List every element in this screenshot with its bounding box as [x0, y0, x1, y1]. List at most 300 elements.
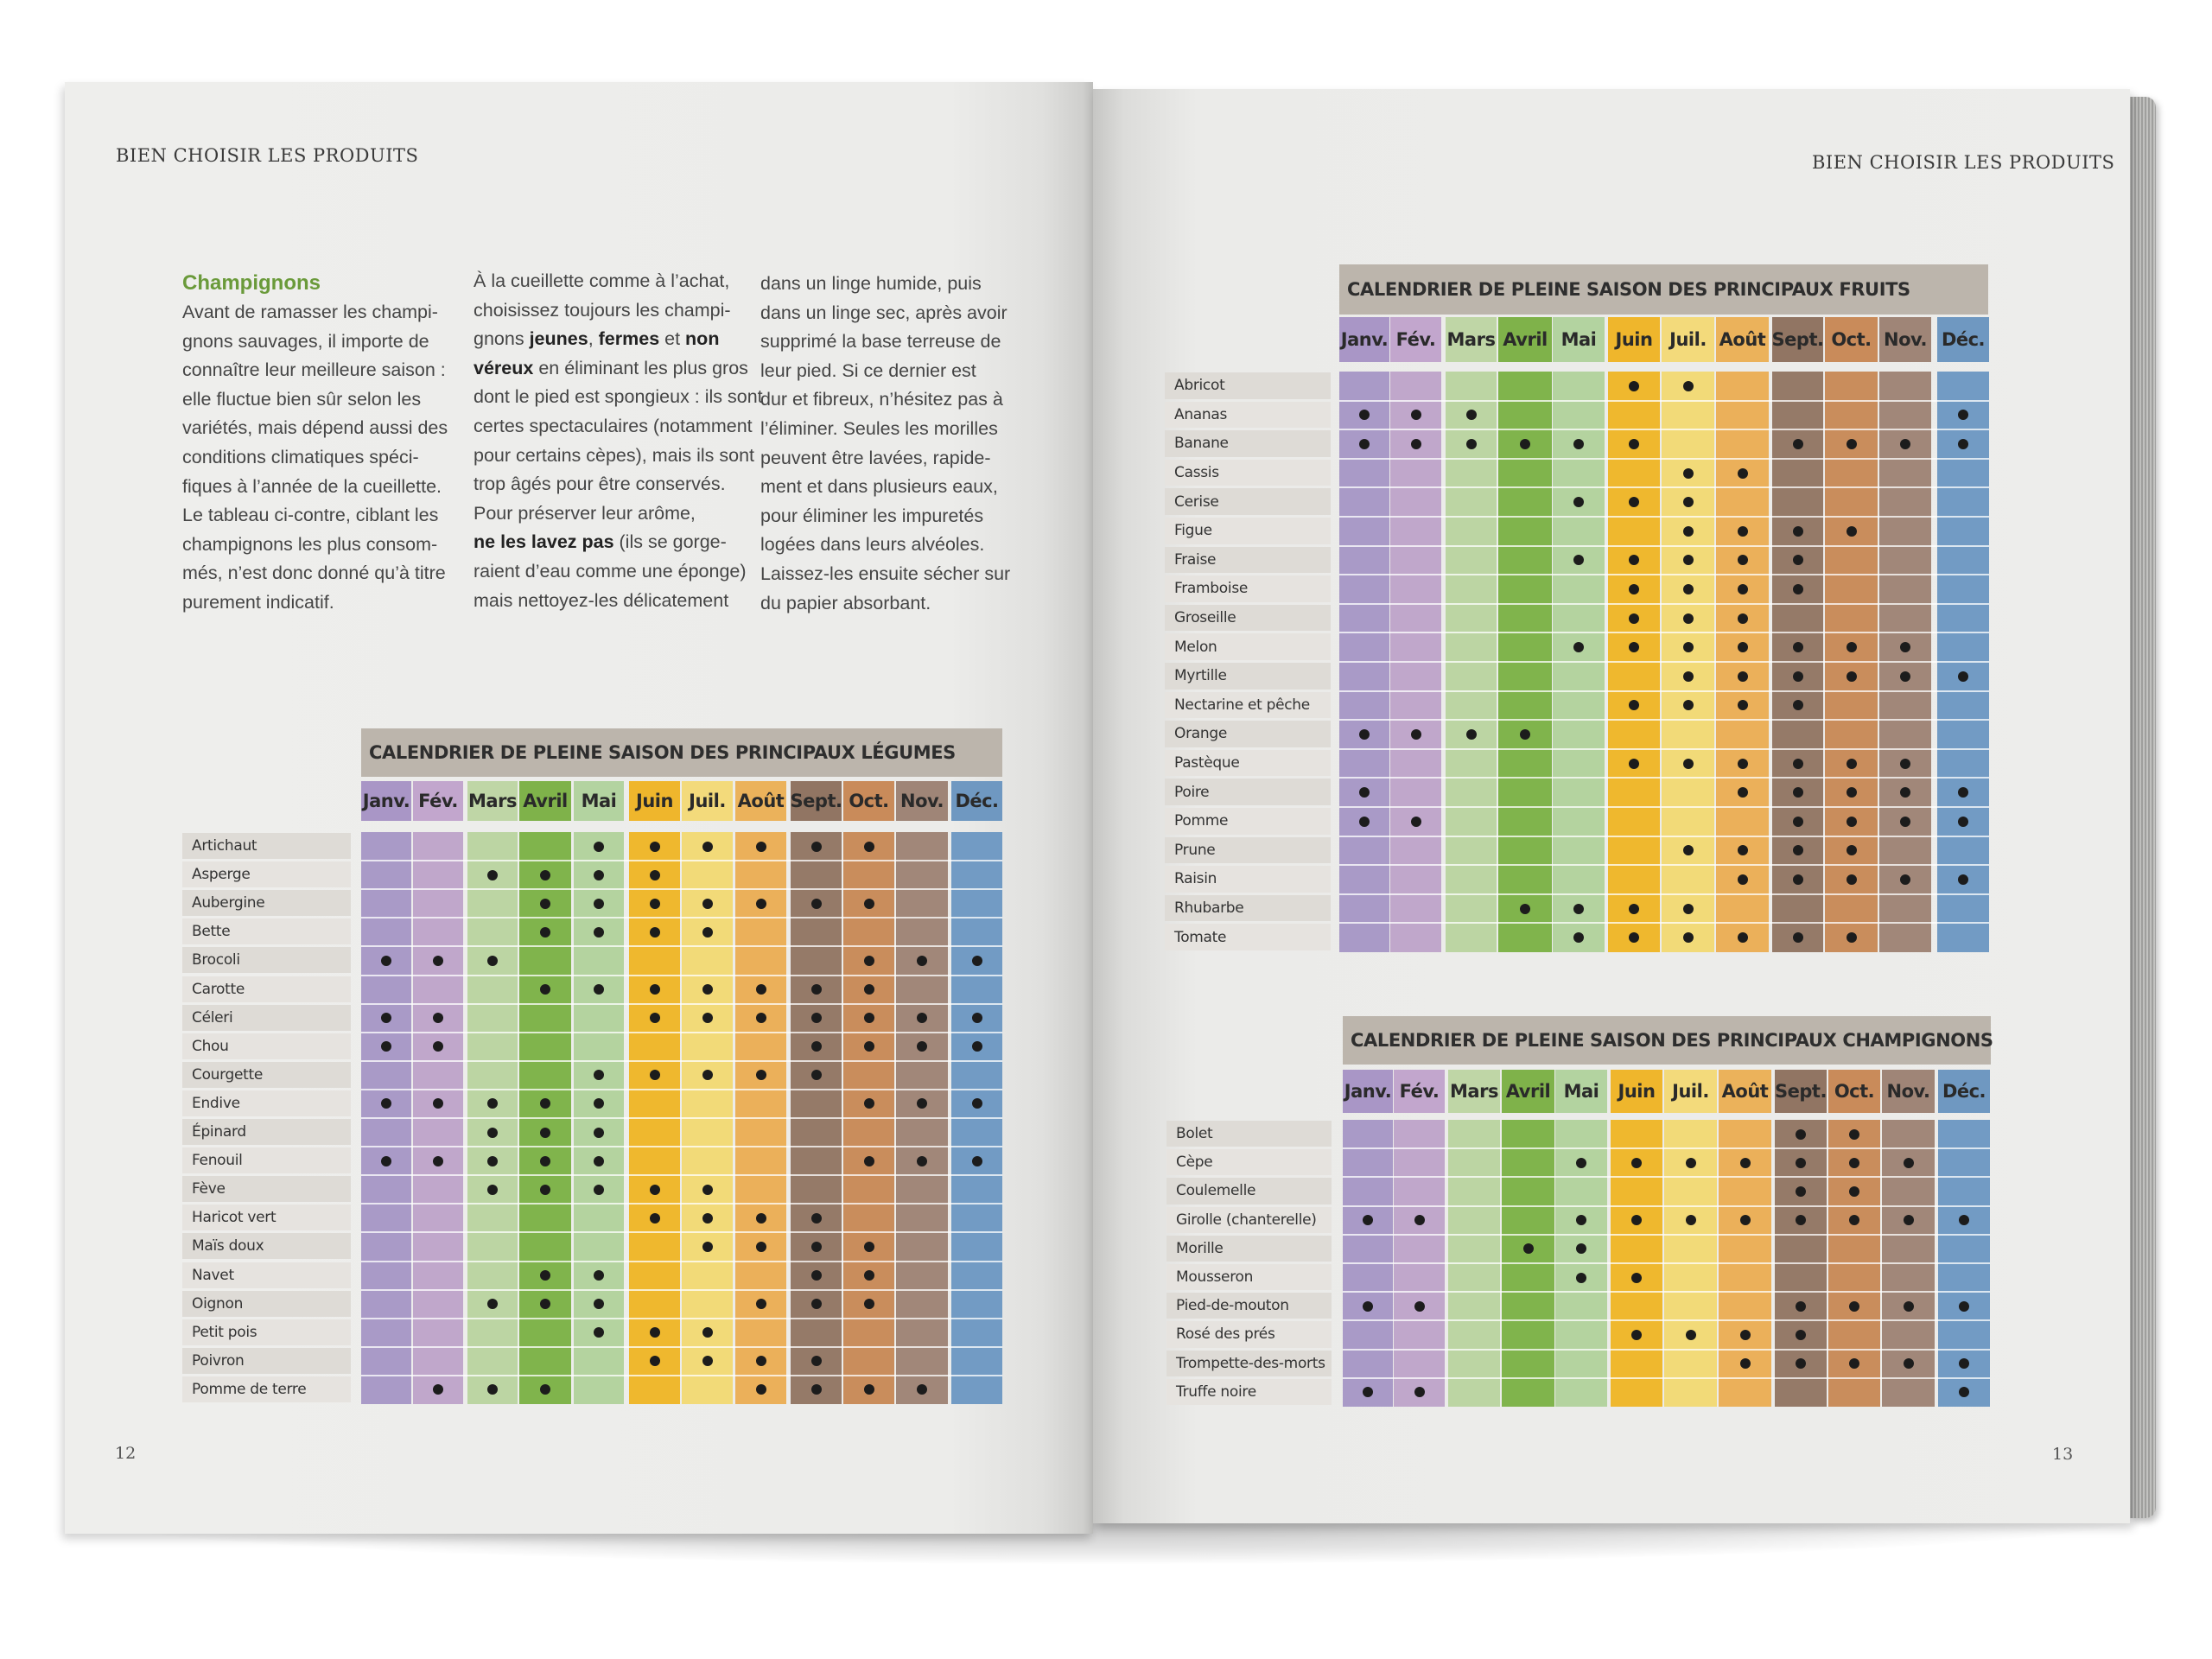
season-dot	[1793, 439, 1803, 449]
season-dot	[1686, 1330, 1696, 1340]
season-dot	[702, 927, 713, 938]
season-dot	[1466, 729, 1477, 740]
season-dot	[1793, 817, 1803, 827]
season-dot	[1629, 584, 1639, 594]
season-dot	[1796, 1129, 1806, 1140]
month-header-8: Août	[735, 781, 786, 821]
season-dot	[650, 1327, 660, 1338]
body-text-line: l’éliminer. Seules les morilles	[760, 417, 998, 439]
season-dot	[1466, 410, 1477, 420]
row-divider	[1343, 1205, 1990, 1207]
season-dot	[1958, 439, 1968, 449]
season-dot	[1793, 874, 1803, 885]
row-divider	[1339, 748, 1989, 750]
season-dot	[811, 1356, 822, 1366]
season-dot	[594, 927, 604, 938]
season-dot	[1738, 700, 1748, 710]
body-text-line: ment et dans plusieurs eaux,	[760, 476, 998, 498]
row-divider	[1339, 922, 1989, 924]
row-divider	[361, 1231, 1002, 1233]
row-divider	[361, 1375, 1002, 1376]
season-dot	[540, 899, 550, 909]
season-dot	[1793, 642, 1803, 652]
season-dot	[702, 1013, 713, 1023]
body-text-line: purement indicatif.	[182, 591, 334, 613]
row-divider	[1343, 1147, 1990, 1149]
season-dot	[1738, 642, 1748, 652]
season-dot	[650, 927, 660, 938]
row-label: Cèpe	[1166, 1149, 1332, 1175]
season-dot	[917, 1156, 927, 1166]
season-dot	[1793, 845, 1803, 855]
season-dot	[594, 842, 604, 852]
month-header-11: Nov.	[896, 781, 948, 821]
row-label: Rhubarbe	[1165, 895, 1331, 922]
season-dot	[1900, 817, 1910, 827]
row-divider	[1339, 400, 1989, 402]
season-dot	[702, 1327, 713, 1338]
season-dot	[1796, 1158, 1806, 1168]
body-text-line: dans un linge sec, après avoir	[760, 302, 1007, 323]
season-dot	[1738, 874, 1748, 885]
month-header-11: Nov.	[1882, 1070, 1935, 1113]
season-dot	[1904, 1358, 1914, 1369]
season-dot	[1904, 1301, 1914, 1312]
month-header-7: Juil.	[1664, 1070, 1717, 1113]
season-dot	[1847, 526, 1857, 537]
season-dot	[1359, 439, 1370, 449]
row-divider	[1343, 1234, 1990, 1236]
row-divider	[361, 1203, 1002, 1205]
season-dot	[1631, 1158, 1642, 1168]
month-header-12: Déc.	[951, 781, 1002, 821]
season-dot	[1793, 787, 1803, 798]
row-divider	[1339, 836, 1989, 837]
body-text-line: gnons sauvages, il importe de	[182, 330, 429, 352]
row-label: Endive	[182, 1090, 351, 1116]
season-dot	[1847, 671, 1857, 682]
text-column-3	[760, 270, 1014, 618]
season-dot	[756, 1213, 766, 1224]
row-label: Banane	[1165, 430, 1331, 457]
section-heading: Champignons	[182, 271, 321, 295]
season-dot	[1629, 613, 1639, 624]
season-dot	[1900, 671, 1910, 682]
body-text-line: leur pied. Si ce dernier est	[760, 359, 976, 381]
row-label: Épinard	[182, 1119, 351, 1145]
row-divider	[361, 1060, 1002, 1062]
season-dot	[540, 984, 550, 995]
row-label: Chou	[182, 1033, 351, 1059]
season-dot	[1900, 439, 1910, 449]
season-dot	[1740, 1215, 1751, 1225]
body-text-line: supprimé la base terreuse de	[760, 331, 1001, 353]
season-dot	[972, 1013, 982, 1023]
season-dot	[756, 899, 766, 909]
season-dot	[1738, 526, 1748, 537]
season-dot	[702, 1356, 713, 1366]
row-label: Pied-de-mouton	[1166, 1293, 1332, 1319]
month-header-4: Avril	[519, 781, 571, 821]
season-dot	[702, 899, 713, 909]
season-dot	[1411, 729, 1421, 740]
month-header-11: Nov.	[1879, 317, 1931, 362]
season-dot	[1847, 439, 1857, 449]
season-dot	[1629, 904, 1639, 914]
row-label: Melon	[1165, 633, 1331, 660]
month-header-12: Déc.	[1937, 317, 1989, 362]
season-dot	[1629, 381, 1639, 391]
row-label: Tomate	[1165, 924, 1331, 950]
row-divider	[1339, 806, 1989, 808]
season-dot	[972, 956, 982, 966]
month-header-3: Mars	[1448, 1070, 1500, 1113]
season-dot	[1796, 1330, 1806, 1340]
season-dot	[650, 1013, 660, 1023]
row-label: Truffe noire	[1166, 1379, 1332, 1405]
row-label: Fraise	[1165, 547, 1331, 574]
body-text-line: fiques à l’année de la cueillette.	[182, 475, 442, 497]
season-dot	[972, 1156, 982, 1166]
season-dot	[1738, 613, 1748, 624]
season-dot	[1683, 613, 1694, 624]
body-text-line: champignons les plus consom-	[182, 533, 438, 555]
season-dot	[1683, 700, 1694, 710]
row-label: Mousseron	[1166, 1264, 1332, 1290]
season-dot	[1414, 1301, 1425, 1312]
season-dot	[1683, 759, 1694, 769]
season-dot	[1738, 845, 1748, 855]
season-dot	[811, 1299, 822, 1309]
calendar-title-legumes: CALENDRIER DE PLEINE SAISON DES PRINCIPAUX LÉGUMES	[361, 728, 1002, 777]
season-dot	[811, 1070, 822, 1080]
row-divider	[361, 1032, 1002, 1033]
row-label: Carotte	[182, 976, 351, 1002]
season-dot	[1849, 1186, 1859, 1197]
row-divider	[1339, 516, 1989, 518]
row-label: Poivron	[182, 1348, 351, 1374]
season-dot	[540, 1270, 550, 1281]
month-header-6: Juin	[629, 781, 680, 821]
season-dot	[540, 1128, 550, 1138]
row-divider	[361, 945, 1002, 947]
body-text-line: peuvent être lavées, rapide-	[760, 447, 991, 468]
month-header-5: Mai	[1555, 1070, 1607, 1113]
season-dot	[1414, 1387, 1425, 1397]
season-dot	[1796, 1301, 1806, 1312]
row-label: Coulemelle	[1166, 1178, 1332, 1204]
row-divider	[361, 888, 1002, 890]
season-dot	[1738, 468, 1748, 479]
season-dot	[811, 1213, 822, 1224]
row-divider	[361, 1261, 1002, 1262]
body-text-line: pour certains cèpes), mais ils sont	[474, 444, 755, 466]
row-label: Abricot	[1165, 372, 1331, 399]
row-divider	[1343, 1377, 1990, 1379]
month-header-1: Janv.	[361, 781, 411, 821]
season-dot	[702, 1185, 713, 1195]
season-dot	[864, 1041, 874, 1052]
season-dot	[1793, 526, 1803, 537]
month-header-7: Juil.	[1662, 317, 1714, 362]
row-label: Bolet	[1166, 1121, 1332, 1147]
row-divider	[361, 1289, 1002, 1291]
season-dot	[1466, 439, 1477, 449]
season-dot	[1683, 642, 1694, 652]
season-dot	[1683, 468, 1694, 479]
row-divider	[361, 860, 1002, 861]
season-dot	[594, 1270, 604, 1281]
season-dot	[433, 956, 443, 966]
season-dot	[1683, 381, 1694, 391]
row-divider	[1339, 661, 1989, 663]
season-dot	[1847, 787, 1857, 798]
season-dot	[1793, 932, 1803, 943]
season-dot	[864, 1384, 874, 1395]
season-dot	[1631, 1330, 1642, 1340]
body-text-line: Laissez-les ensuite sécher sur	[760, 563, 1011, 584]
row-divider	[1339, 690, 1989, 692]
season-dot	[1849, 1158, 1859, 1168]
row-label: Petit pois	[182, 1319, 351, 1345]
season-dot	[650, 1356, 660, 1366]
row-divider	[361, 1003, 1002, 1005]
season-dot	[650, 899, 660, 909]
season-dot	[1793, 759, 1803, 769]
season-dot	[1523, 1243, 1534, 1254]
body-text-line: véreux en éliminant les plus gros	[474, 357, 748, 378]
month-header-4: Avril	[1498, 317, 1552, 362]
row-divider	[1339, 777, 1989, 779]
row-label: Asperge	[182, 861, 351, 887]
row-label: Maïs doux	[182, 1233, 351, 1259]
row-divider	[1339, 632, 1989, 633]
month-header-1: Janv.	[1343, 1070, 1393, 1113]
season-dot	[864, 899, 874, 909]
season-dot	[864, 1299, 874, 1309]
row-divider	[361, 917, 1002, 918]
season-dot	[1738, 555, 1748, 565]
body-text-line: més, n’est donc donné qu’à titre	[182, 563, 446, 584]
body-text-line: choisissez toujours les champi-	[474, 299, 731, 321]
season-dot	[1414, 1215, 1425, 1225]
row-divider	[1339, 603, 1989, 605]
season-dot	[864, 1242, 874, 1252]
season-dot	[1900, 759, 1910, 769]
season-dot	[1359, 817, 1370, 827]
season-dot	[702, 1242, 713, 1252]
body-text-line: gnons jeunes, fermes et non	[474, 328, 720, 350]
body-text-line: pour éliminer les impuretés	[760, 505, 984, 526]
month-header-10: Oct.	[1828, 1070, 1880, 1113]
body-text-line: ne les lavez pas (ils se gorge-	[474, 531, 727, 553]
season-dot	[540, 927, 550, 938]
season-dot	[811, 984, 822, 995]
body-text-line: variétés, mais dépend aussi des	[182, 417, 448, 439]
season-dot	[594, 984, 604, 995]
season-dot	[487, 870, 498, 880]
season-dot	[1576, 1273, 1586, 1283]
body-text-line: trop âgés pour être conservés.	[474, 474, 726, 495]
row-divider	[1339, 719, 1989, 721]
month-header-6: Juin	[1611, 1070, 1662, 1113]
season-dot	[1411, 410, 1421, 420]
row-label: Nectarine et pêche	[1165, 692, 1331, 719]
body-text-line: connaître leur meilleure saison :	[182, 359, 446, 381]
row-divider	[1343, 1291, 1990, 1293]
page-number-right: 13	[2052, 1445, 2074, 1464]
row-label: Cerise	[1165, 488, 1331, 515]
season-dot	[864, 956, 874, 966]
row-divider	[361, 1146, 1002, 1147]
season-dot	[702, 1070, 713, 1080]
season-dot	[1359, 729, 1370, 740]
season-dot	[487, 1185, 498, 1195]
season-dot	[1738, 671, 1748, 682]
month-header-6: Juin	[1608, 317, 1660, 362]
row-divider	[361, 1117, 1002, 1119]
body-text-line: À la cueillette comme à l’achat,	[474, 270, 730, 291]
body-text-line: du papier absorbant.	[760, 592, 931, 613]
season-dot	[650, 870, 660, 880]
season-dot	[1847, 817, 1857, 827]
row-label: Oignon	[182, 1291, 351, 1317]
season-dot	[487, 1128, 498, 1138]
row-divider	[1339, 574, 1989, 575]
season-dot	[811, 1242, 822, 1252]
season-dot	[864, 1013, 874, 1023]
season-dot	[917, 956, 927, 966]
body-text-line: dans un linge humide, puis	[760, 273, 982, 294]
season-dot	[650, 1213, 660, 1224]
month-header-12: Déc.	[1938, 1070, 1990, 1113]
month-header-3: Mars	[1446, 317, 1497, 362]
season-dot	[756, 1013, 766, 1023]
row-label: Morille	[1166, 1236, 1332, 1262]
season-dot	[1849, 1129, 1859, 1140]
row-divider	[1343, 1319, 1990, 1321]
row-divider	[361, 1089, 1002, 1090]
month-header-7: Juil.	[682, 781, 733, 821]
row-divider	[1339, 458, 1989, 460]
body-text-line: dont le pied est spongieux : ils sont	[474, 386, 763, 408]
season-dot	[1520, 904, 1530, 914]
season-dot	[1683, 555, 1694, 565]
season-dot	[864, 1270, 874, 1281]
row-label: Pastèque	[1165, 750, 1331, 777]
month-header-2: Fév.	[1394, 1070, 1445, 1113]
season-dot	[594, 1185, 604, 1195]
season-dot	[702, 842, 713, 852]
season-dot	[650, 984, 660, 995]
season-dot	[1958, 874, 1968, 885]
season-dot	[864, 1098, 874, 1109]
season-dot	[1849, 1301, 1859, 1312]
season-dot	[433, 1156, 443, 1166]
row-label: Artichaut	[182, 833, 351, 859]
season-dot	[381, 1156, 391, 1166]
season-dot	[702, 984, 713, 995]
row-label: Pomme de terre	[182, 1376, 351, 1402]
season-dot	[1629, 439, 1639, 449]
season-dot	[811, 1270, 822, 1281]
season-dot	[972, 1098, 982, 1109]
season-dot	[650, 1185, 660, 1195]
month-header-8: Août	[1719, 1070, 1771, 1113]
row-divider	[361, 1174, 1002, 1176]
season-dot	[1740, 1330, 1751, 1340]
season-dot	[1958, 671, 1968, 682]
row-label: Myrtille	[1165, 663, 1331, 690]
season-dot	[650, 1070, 660, 1080]
row-divider	[1339, 893, 1989, 895]
row-divider	[1339, 429, 1989, 430]
season-dot	[864, 842, 874, 852]
row-divider	[1339, 864, 1989, 866]
season-dot	[811, 1384, 822, 1395]
running-head-left: BIEN CHOISIR LES PRODUITS	[116, 145, 419, 166]
season-dot	[540, 870, 550, 880]
season-dot	[1847, 874, 1857, 885]
season-dot	[756, 842, 766, 852]
month-header-8: Août	[1716, 317, 1769, 362]
row-label: Pomme	[1165, 808, 1331, 835]
season-dot	[1629, 759, 1639, 769]
season-dot	[1740, 1358, 1751, 1369]
season-dot	[1520, 439, 1530, 449]
row-label: Groseille	[1165, 605, 1331, 632]
season-dot	[1900, 874, 1910, 885]
row-label: Navet	[182, 1262, 351, 1288]
body-text-line: logées dans leurs alvéoles.	[760, 534, 985, 556]
body-text-line: Le tableau ci-contre, ciblant les	[182, 505, 439, 526]
row-label: Courgette	[182, 1062, 351, 1088]
season-dot	[1683, 904, 1694, 914]
season-dot	[650, 842, 660, 852]
row-label: Haricot vert	[182, 1205, 351, 1230]
season-dot	[1573, 904, 1584, 914]
row-divider	[1339, 486, 1989, 488]
season-dot	[811, 899, 822, 909]
row-label: Cassis	[1165, 460, 1331, 486]
month-header-9: Sept.	[791, 781, 842, 821]
season-dot	[972, 1041, 982, 1052]
row-label: Figue	[1165, 518, 1331, 544]
season-dot	[1683, 845, 1694, 855]
row-label: Girolle (chanterelle)	[1166, 1207, 1332, 1233]
season-dot	[1683, 584, 1694, 594]
month-header-2: Fév.	[1390, 317, 1441, 362]
body-text-line: Avant de ramasser les champi-	[182, 302, 438, 322]
season-dot	[1738, 932, 1748, 943]
season-dot	[1738, 759, 1748, 769]
season-dot	[1847, 642, 1857, 652]
season-dot	[1847, 845, 1857, 855]
season-dot	[1683, 932, 1694, 943]
season-dot	[1847, 759, 1857, 769]
season-dot	[811, 1013, 822, 1023]
season-dot	[756, 1070, 766, 1080]
season-dot	[1793, 700, 1803, 710]
body-text-line: dur et fibreux, n’hésitez pas à	[760, 389, 1003, 410]
body-text-line: Pour préserver leur arôme,	[474, 502, 696, 524]
month-header-4: Avril	[1502, 1070, 1554, 1113]
row-label: Fenouil	[182, 1147, 351, 1173]
season-dot	[756, 1242, 766, 1252]
row-label: Prune	[1165, 837, 1331, 864]
text-column-2	[474, 267, 763, 615]
season-dot	[1631, 1273, 1642, 1283]
